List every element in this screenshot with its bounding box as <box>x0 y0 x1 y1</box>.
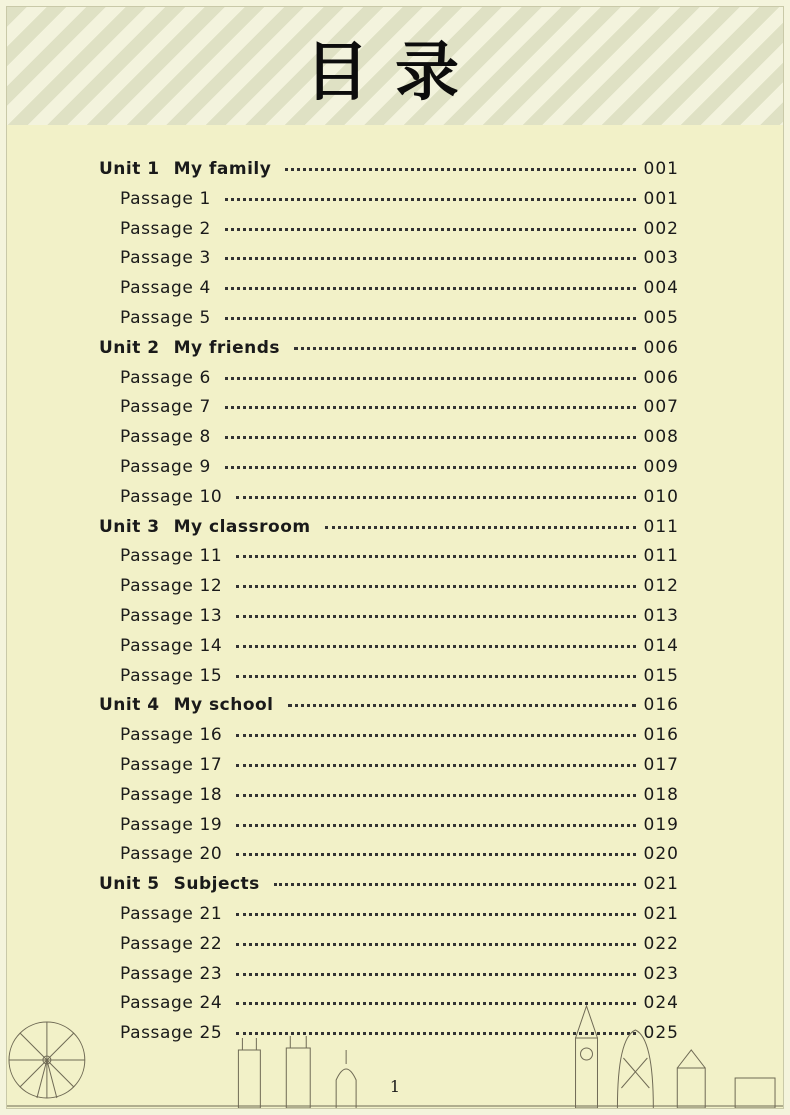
toc-passage-row[interactable] <box>99 248 679 274</box>
unit-page-number: 011 <box>643 517 679 537</box>
unit-page-number: 001 <box>643 159 679 179</box>
toc-passage-row[interactable] <box>99 815 679 841</box>
toc-passage-row[interactable] <box>99 844 679 870</box>
toc-passage-row[interactable] <box>99 755 679 781</box>
dot-leader <box>236 674 635 678</box>
passage-page-number: 013 <box>643 606 679 626</box>
dot-leader <box>236 763 635 767</box>
dot-leader <box>225 435 636 439</box>
dot-leader <box>236 584 635 588</box>
passage-label: Passage 22 <box>120 934 223 954</box>
passage-page-number: 007 <box>643 397 679 417</box>
passage-page-number: 021 <box>643 904 679 924</box>
dot-leader <box>294 346 635 350</box>
page-number: 1 <box>389 1077 401 1096</box>
toc-passage-row[interactable] <box>99 308 679 334</box>
unit-label <box>99 338 280 358</box>
unit-page-number: 006 <box>643 338 679 358</box>
passage-label: Passage 8 <box>120 427 211 447</box>
passage-page-number: 009 <box>643 457 679 477</box>
book-page <box>6 6 784 1109</box>
toc-passage-row[interactable] <box>99 546 679 572</box>
toc-unit-row[interactable] <box>99 338 679 364</box>
passage-page-number: 002 <box>643 219 679 239</box>
dot-leader <box>274 882 636 886</box>
passage-page-number: 022 <box>643 934 679 954</box>
passage-label: Passage 7 <box>120 397 211 417</box>
dot-leader <box>225 316 636 320</box>
unit-label <box>99 695 274 715</box>
passage-page-number: 024 <box>643 993 679 1013</box>
toc-unit-row[interactable] <box>99 159 679 185</box>
passage-label: Passage 1 <box>120 189 211 209</box>
dot-leader <box>236 554 635 558</box>
passage-page-number: 006 <box>643 368 679 388</box>
passage-label: Passage 18 <box>120 785 223 805</box>
unit-page-number: 016 <box>643 695 679 715</box>
toc-passage-row[interactable] <box>99 964 679 990</box>
dot-leader <box>288 703 636 707</box>
dot-leader <box>236 852 635 856</box>
passage-page-number: 023 <box>643 964 679 984</box>
passage-page-number: 012 <box>643 576 679 596</box>
striped-header <box>7 7 783 125</box>
passage-label: Passage 11 <box>120 546 223 566</box>
unit-number: Unit 3 <box>99 517 160 537</box>
unit-page-number: 021 <box>643 874 679 894</box>
dot-leader <box>225 376 636 380</box>
toc-passage-row[interactable] <box>99 904 679 930</box>
passage-page-number: 018 <box>643 785 679 805</box>
toc-unit-row[interactable] <box>99 874 679 900</box>
unit-name: Subjects <box>173 874 260 894</box>
dot-leader <box>236 733 635 737</box>
unit-name: My school <box>173 695 274 715</box>
dot-leader <box>236 942 635 946</box>
dot-leader <box>225 197 636 201</box>
unit-number: Unit 2 <box>99 338 160 358</box>
passage-page-number: 010 <box>643 487 679 507</box>
passage-page-number: 011 <box>643 546 679 566</box>
unit-name: My classroom <box>173 517 311 537</box>
dot-leader <box>225 405 636 409</box>
passage-page-number: 001 <box>643 189 679 209</box>
passage-page-number: 025 <box>643 1023 679 1043</box>
dot-leader <box>325 525 636 529</box>
toc-passage-row[interactable] <box>99 666 679 692</box>
unit-number: Unit 4 <box>99 695 160 715</box>
passage-label: Passage 20 <box>120 844 223 864</box>
toc-unit-row[interactable] <box>99 517 679 543</box>
dot-leader <box>225 465 636 469</box>
unit-name: My friends <box>173 338 281 358</box>
unit-label <box>99 159 271 179</box>
toc-passage-row[interactable] <box>99 576 679 602</box>
passage-page-number: 017 <box>643 755 679 775</box>
passage-label: Passage 3 <box>120 248 211 268</box>
passage-label: Passage 24 <box>120 993 223 1013</box>
passage-page-number: 015 <box>643 666 679 686</box>
toc-passage-row[interactable] <box>99 934 679 960</box>
dot-leader <box>236 912 635 916</box>
passage-label: Passage 19 <box>120 815 223 835</box>
dot-leader <box>225 227 636 231</box>
dot-leader <box>236 793 635 797</box>
dot-leader <box>236 614 635 618</box>
passage-label: Passage 16 <box>120 725 223 745</box>
toc-passage-row[interactable] <box>99 457 679 483</box>
passage-label: Passage 21 <box>120 904 223 924</box>
unit-label <box>99 517 311 537</box>
passage-page-number: 005 <box>643 308 679 328</box>
passage-page-number: 020 <box>643 844 679 864</box>
dot-leader <box>236 972 635 976</box>
toc-passage-row[interactable] <box>99 725 679 751</box>
toc-unit-row[interactable] <box>99 695 679 721</box>
passage-label: Passage 14 <box>120 636 223 656</box>
passage-label: Passage 10 <box>120 487 223 507</box>
passage-label: Passage 25 <box>120 1023 223 1043</box>
toc-passage-row[interactable] <box>99 606 679 632</box>
toc-passage-row[interactable] <box>99 427 679 453</box>
passage-label: Passage 12 <box>120 576 223 596</box>
passage-page-number: 003 <box>643 248 679 268</box>
dot-leader <box>236 495 635 499</box>
passage-page-number: 016 <box>643 725 679 745</box>
toc-passage-row[interactable] <box>99 785 679 811</box>
passage-label: Passage 13 <box>120 606 223 626</box>
passage-label: Passage 6 <box>120 368 211 388</box>
toc-passage-row[interactable] <box>99 368 679 394</box>
dot-leader <box>225 256 636 260</box>
passage-page-number: 008 <box>643 427 679 447</box>
toc-passage-row[interactable] <box>99 487 679 513</box>
page-title: 目录 <box>305 36 485 110</box>
passage-label: Passage 17 <box>120 755 223 775</box>
passage-page-number: 019 <box>643 815 679 835</box>
dot-leader <box>236 823 635 827</box>
toc-passage-row[interactable] <box>99 219 679 245</box>
toc-passage-row[interactable] <box>99 189 679 215</box>
passage-label: Passage 5 <box>120 308 211 328</box>
passage-label: Passage 2 <box>120 219 211 239</box>
unit-number: Unit 1 <box>99 159 160 179</box>
toc-passage-row[interactable] <box>99 636 679 662</box>
passage-label: Passage 23 <box>120 964 223 984</box>
passage-page-number: 004 <box>643 278 679 298</box>
unit-name: My family <box>173 159 272 179</box>
unit-label <box>99 874 260 894</box>
passage-label: Passage 4 <box>120 278 211 298</box>
passage-label: Passage 9 <box>120 457 211 477</box>
passage-label: Passage 15 <box>120 666 223 686</box>
dot-leader <box>236 644 635 648</box>
passage-page-number: 014 <box>643 636 679 656</box>
toc-passage-row[interactable] <box>99 397 679 423</box>
toc-passage-row[interactable] <box>99 278 679 304</box>
dot-leader <box>225 286 636 290</box>
dot-leader <box>285 167 635 171</box>
unit-number: Unit 5 <box>99 874 160 894</box>
